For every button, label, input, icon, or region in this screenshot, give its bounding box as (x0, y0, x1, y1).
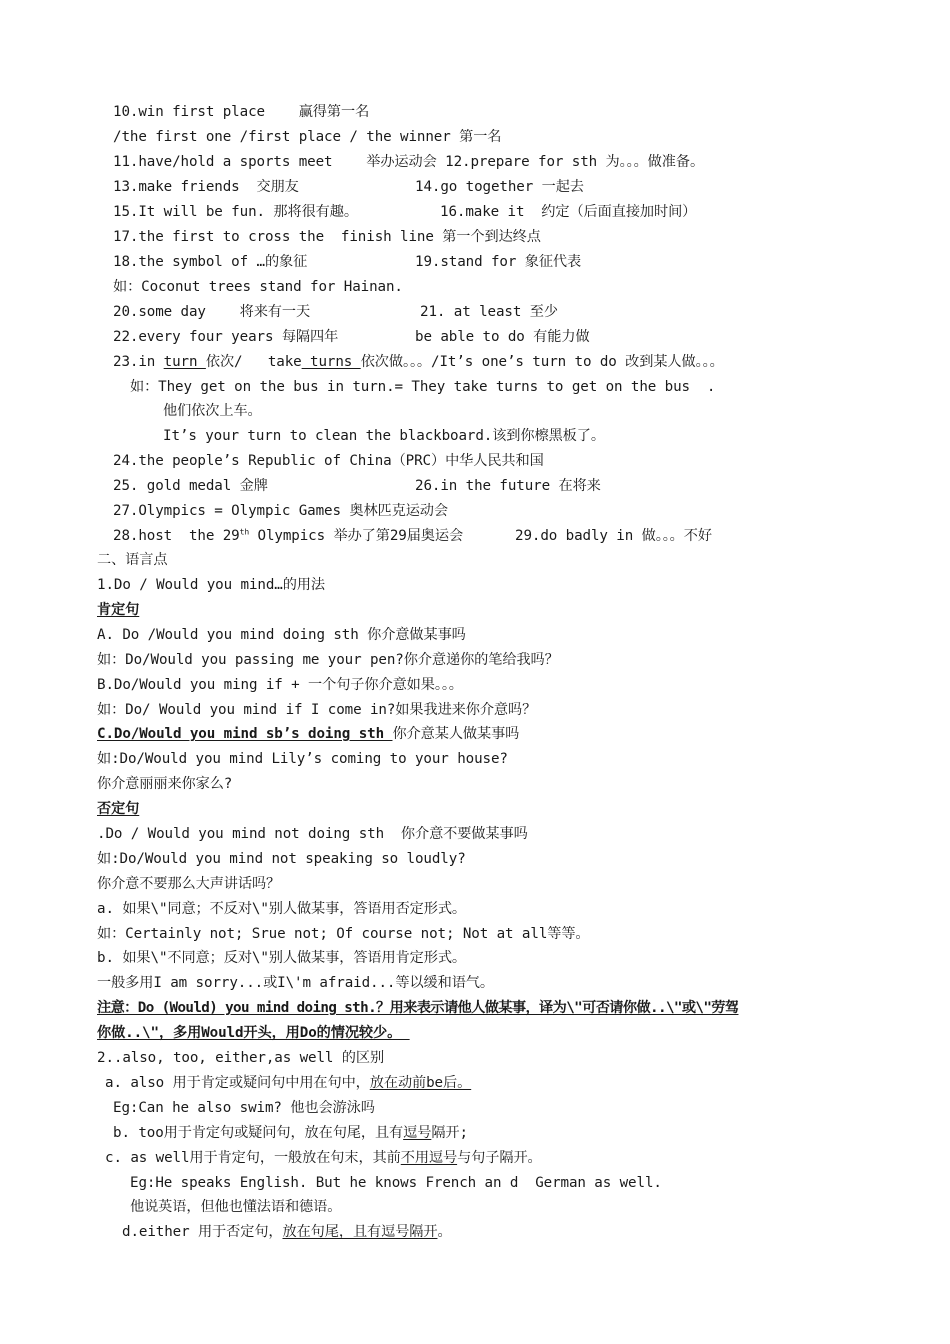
phrase-28: 28.host the 29th Olympics 举办了第29届奥运会 (113, 527, 464, 544)
negative-heading: 否定句 (97, 801, 140, 817)
phrase-17: 17.the first to cross the finish line 第一个到达终点 (113, 229, 541, 245)
phrase-20: 20.some day 将来有一天 (113, 304, 311, 320)
positive-heading: 肯定句 (97, 602, 140, 618)
negative-pattern: .Do / Would you mind not doing sth 你介意不要做某事吗 (97, 826, 528, 842)
phrase-22: 22.every four years 每隔四年 (113, 329, 339, 345)
phrase-24: 24.the people’s Republic of China（PRC）中华人民共和国 (113, 453, 544, 469)
as-well-rule: c. as well用于肯定句，一般放在句末，其前不用逗号与句子隔开。 (105, 1150, 542, 1166)
phrase-19: 19.stand for 象征代表 (415, 254, 582, 270)
phrase-23-example: 如：They get on the bus in turn.= They take turns to get on the bus . (130, 379, 716, 395)
note-line-2: 你做..\"，多用Would开头，用Do的情况较少。 (97, 1025, 410, 1041)
phrase-27: 27.Olympics = Olympic Games 奥林匹克运动会 (113, 503, 448, 519)
phrase-10-alt: /the first one /first place / the winner 第一名 (113, 129, 502, 145)
note-line-1: 注意：Do (Would) you mind doing sth.？用来表示请他人做某事，译为\"可否请你做..\"或\"劳驾 (97, 1000, 739, 1016)
phrase-10: 10.win first place 赢得第一名 (113, 104, 370, 120)
positive-c-translation: 你介意丽丽来你家么? (97, 776, 233, 792)
positive-a-example: 如：Do/Would you passing me your pen?你介意递你的笔给我吗？ (97, 652, 559, 668)
phrase-13: 13.make friends 交朋友 (113, 179, 299, 195)
phrase-21: 21. at least 至少 (420, 304, 558, 320)
either-rule: d.either 用于否定句，放在句尾，且有逗号隔开。 (122, 1224, 452, 1240)
as-well-example: Eg:He speaks English. But he knows French an d German as well. (130, 1175, 662, 1191)
phrase-11-12 (113, 152, 704, 172)
as-well-translation: 他说英语，但他也懂法语和德语。 (130, 1199, 342, 1215)
phrase-16: 16.make it 约定（后面直接加时间） (440, 204, 697, 220)
underlined-turns: turns (301, 354, 361, 370)
mind-usage-title: 1.Do / Would you mind…的用法 (97, 577, 325, 593)
answer-rule-a: a. 如果\"同意；不反对\"别人做某事，答语用否定形式。 (97, 901, 467, 917)
phrase-be-able: be able to do 有能力做 (415, 329, 590, 345)
underlined-turn: turn (163, 354, 206, 370)
positive-a: A. Do /Would you mind doing sth 你介意做某事吗 (97, 627, 466, 643)
section-heading: 二、语言点 (97, 552, 168, 568)
too-rule: b. too用于肯定句或疑问句，放在句尾，且有逗号隔开; (113, 1125, 468, 1141)
positive-c-example: 如:Do/Would you mind Lily’s coming to your house? (97, 751, 508, 767)
answer-rule-b: b. 如果\"不同意；反对\"别人做某事，答语用肯定形式。 (97, 950, 467, 966)
positive-c-pattern: C.Do/Would you mind sb’s doing sth (97, 726, 393, 742)
negative-translation: 你介意不要那么大声讲话吗？ (97, 876, 281, 892)
phrase-23-example-2: It’s your turn to clean the blackboard.该到你檫黑板了。 (163, 428, 605, 444)
positive-b-example: 如：Do/ Would you mind if I come in?如果我进来你介意吗？ (97, 702, 537, 718)
phrase-19-example: 如：Coconut trees stand for Hainan. (113, 279, 403, 295)
phrase-29: 29.do badly in 做。。。不好 (515, 528, 712, 544)
phrase-25: 25. gold medal 金牌 (113, 478, 268, 494)
positive-b: B.Do/Would you ming if + 一个句子你介意如果。。。 (97, 677, 463, 693)
phrase-14: 14.go together 一起去 (415, 179, 584, 195)
also-rule: a. also 用于肯定或疑问句中用在句中，放在动前be后。 (105, 1075, 472, 1091)
phrase-23-translation: 他们依次上车。 (163, 403, 262, 419)
negative-example: 如:Do/Would you mind not speaking so loudly? (97, 851, 466, 867)
phrase-12: 12.prepare for sth 为。。。做准备。 (445, 154, 705, 170)
positive-c: C.Do/Would you mind sb’s doing sth 你介意某人做某事吗 (97, 726, 520, 742)
also-example: Eg:Can he also swim? 他也会游泳吗 (113, 1100, 375, 1116)
phrase-11: 11.have/hold a sports meet 举办运动会 (113, 154, 446, 170)
phrase-23: 23.in turn 依次/ take turns 依次做。。。/It’s one’s turn to do 改到某人做。。。 (113, 354, 724, 370)
phrase-26: 26.in the future 在将来 (415, 478, 601, 494)
also-too-title: 2..also, too, either,as well 的区别 (97, 1050, 385, 1066)
phrase-15: 15.It will be fun. 那将很有趣。 (113, 204, 358, 220)
answer-rule-b-example: 一般多用I am sorry...或I\'m afraid...等以缓和语气。 (97, 975, 494, 991)
answer-rule-a-example: 如：Certainly not; Srue not; Of course not; Not at all等等。 (97, 926, 590, 942)
phrase-18: 18.the symbol of …的象征 (113, 254, 308, 270)
